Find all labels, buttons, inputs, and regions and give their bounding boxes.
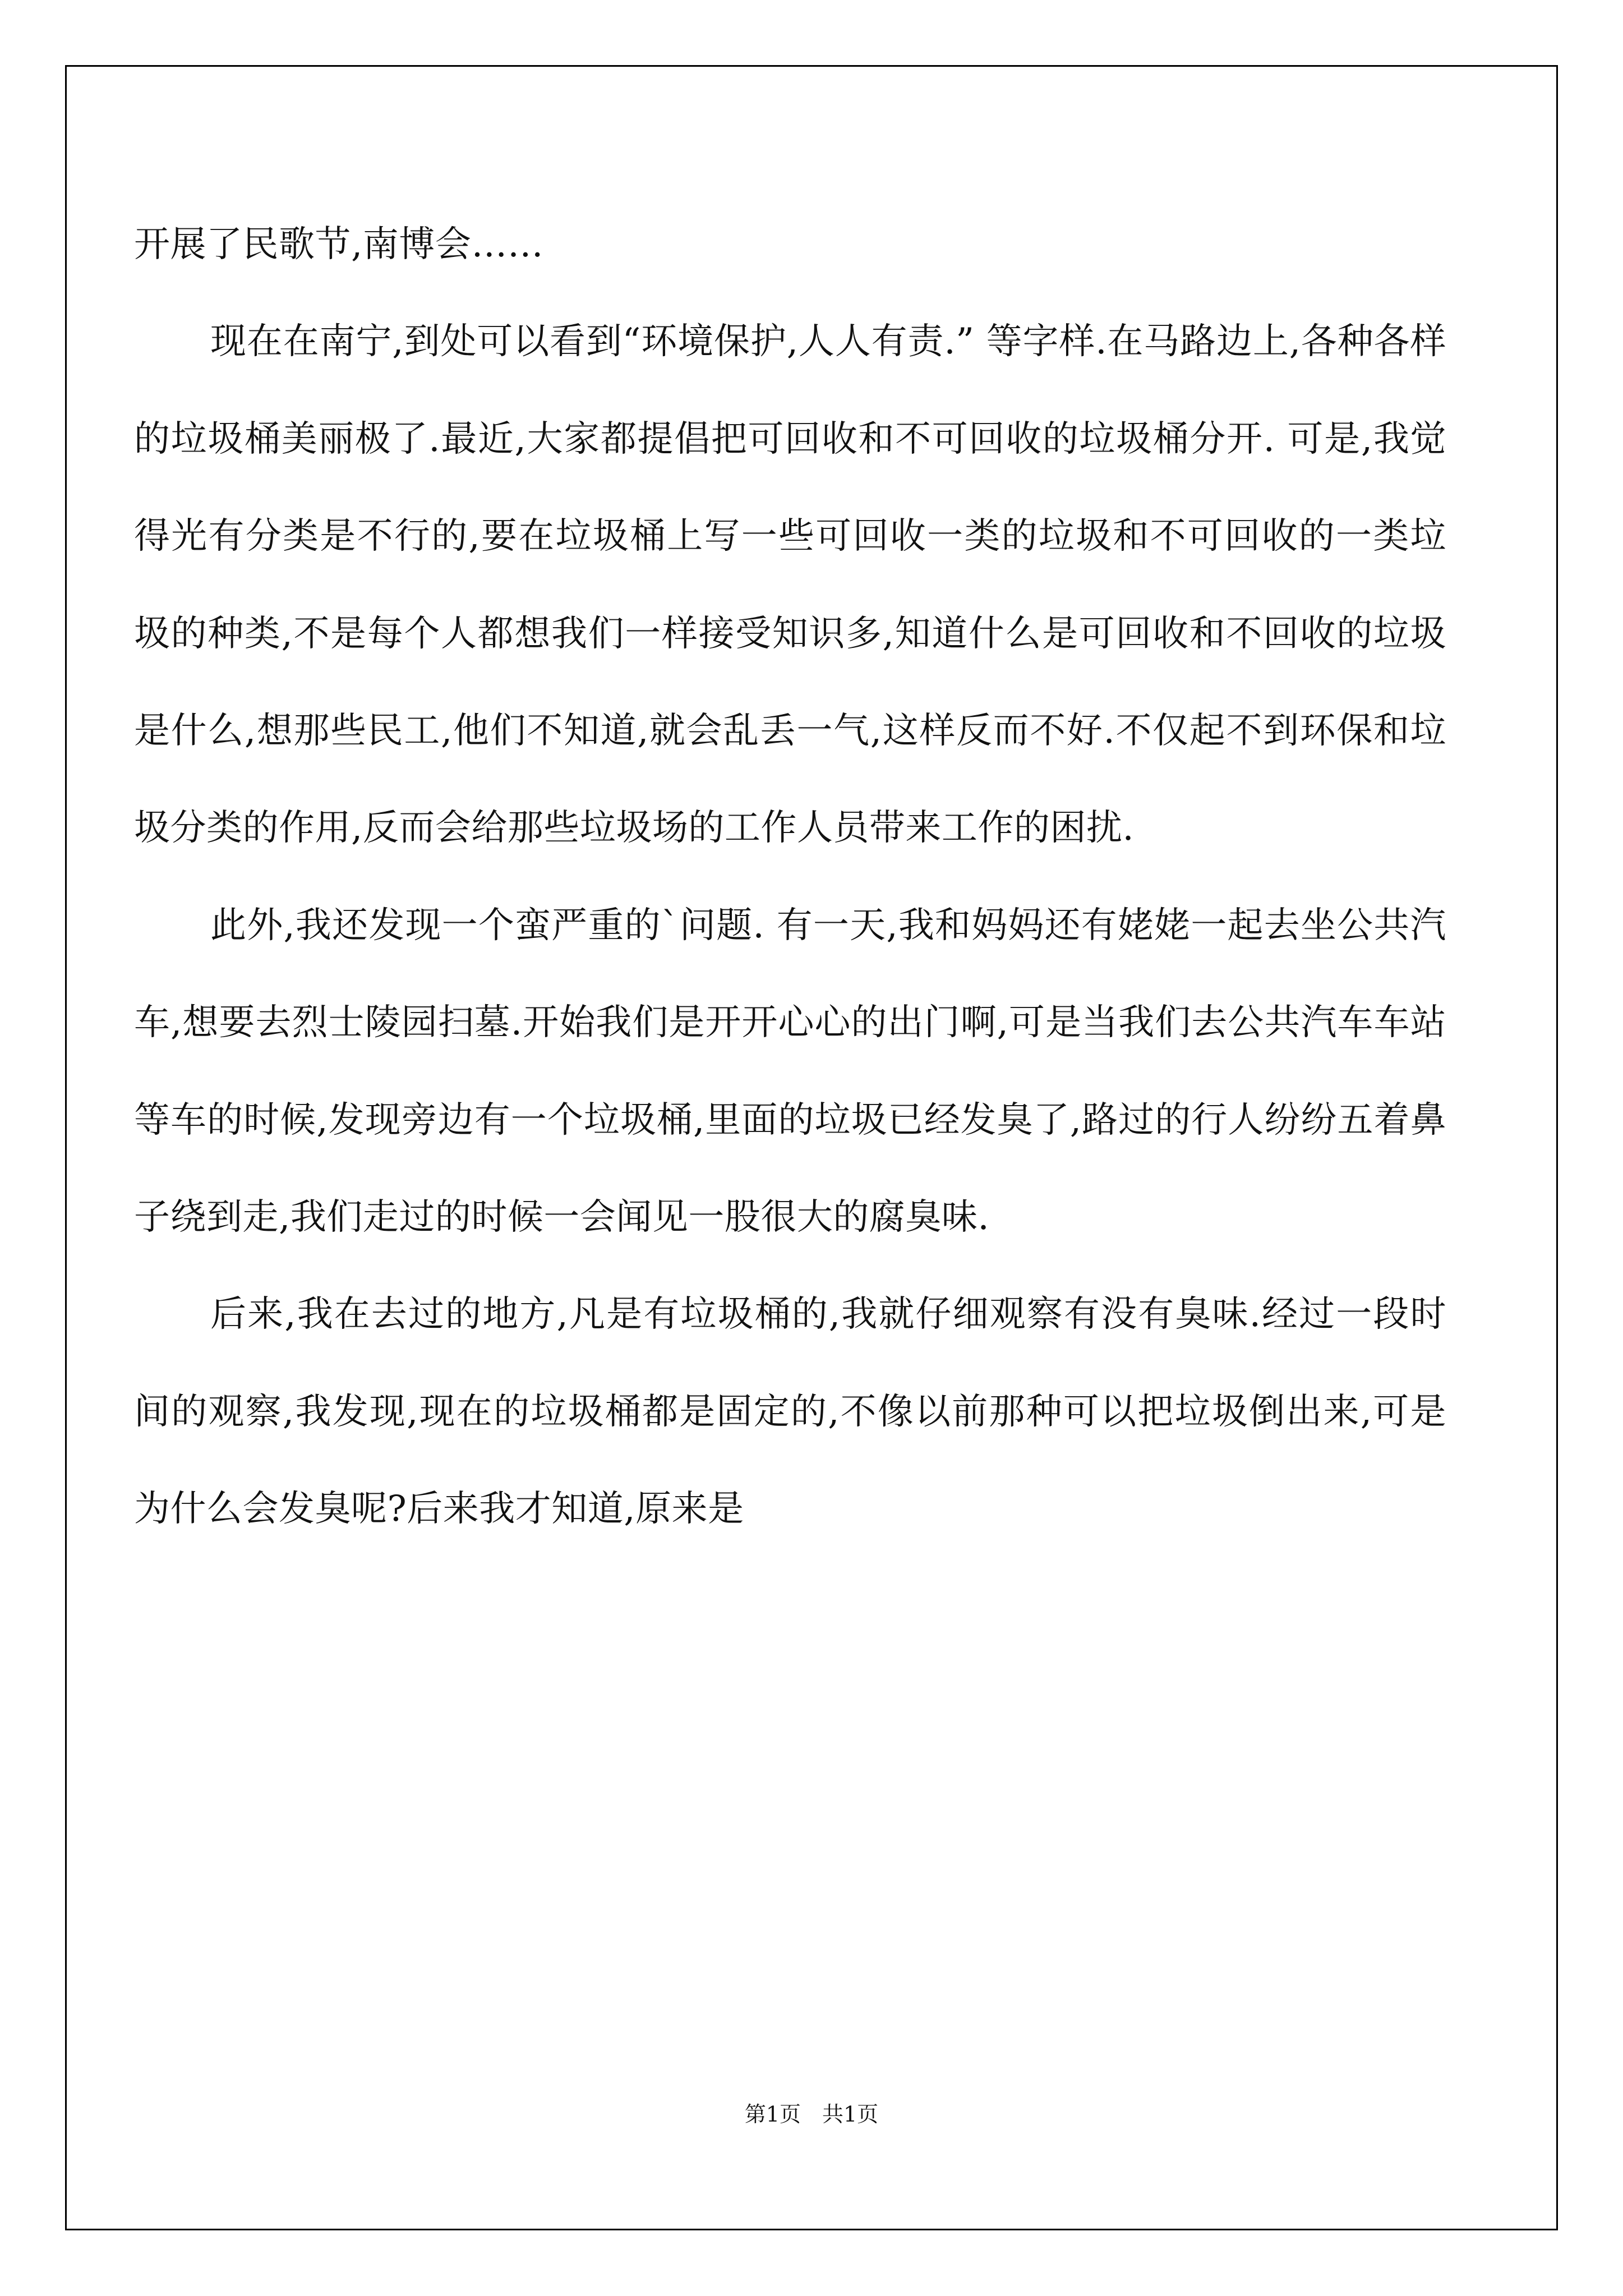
page-total: 共1页 — [822, 2102, 879, 2127]
document-body — [134, 196, 1446, 1558]
paragraph-3: 此外,我还发现一个蛮严重的`问题. 有一天,我和妈妈还有姥姥一起去坐公共汽车,想要去烈士陵园扫墓.开始我们是开开心心的出门啊,可是当我们去公共汽车车站等车的时候,发现旁边有一个垃圾桶,里面的垃圾已经发臭了,路过的行人纷纷五着鼻子绕到走,我们走过的时候一会闻见一股很大的腐臭味. — [134, 904, 1446, 1239]
page-number: 第1页 — [744, 2102, 801, 2127]
paragraph-2: 现在在南宁,到处可以看到“环境保护,人人有责.” 等字样.在马路边上,各种各样的垃圾桶美丽极了.最近,大家都提倡把可回收和不可回收的垃圾桶分开. 可是,我觉得光有分类是不行的,要在垃圾桶上写一些可回收一类的垃圾和不可回收的一类垃圾的种类,不是每个人都想我们一样接受知识多,知道什么是可回收和不回收的垃圾是什么,想那些民工,他们不知道,就会乱丢一气,这样反而不好.不仅起不到环保和垃圾分类的作用,反而会给那些垃圾场的工作人员带来工作的困扰. — [134, 321, 1446, 849]
paragraph-1: 开展了民歌节,南博会…… — [134, 224, 544, 265]
paragraph-4: 后来,我在去过的地方,凡是有垃圾桶的,我就仔细观察有没有臭味.经过一段时间的观察,我发现,现在的垃圾桶都是固定的,不像以前那种可以把垃圾倒出来,可是为什么会发臭呢?后来我才知道,原来是 — [134, 1294, 1446, 1530]
page-footer — [0, 2101, 1623, 2128]
